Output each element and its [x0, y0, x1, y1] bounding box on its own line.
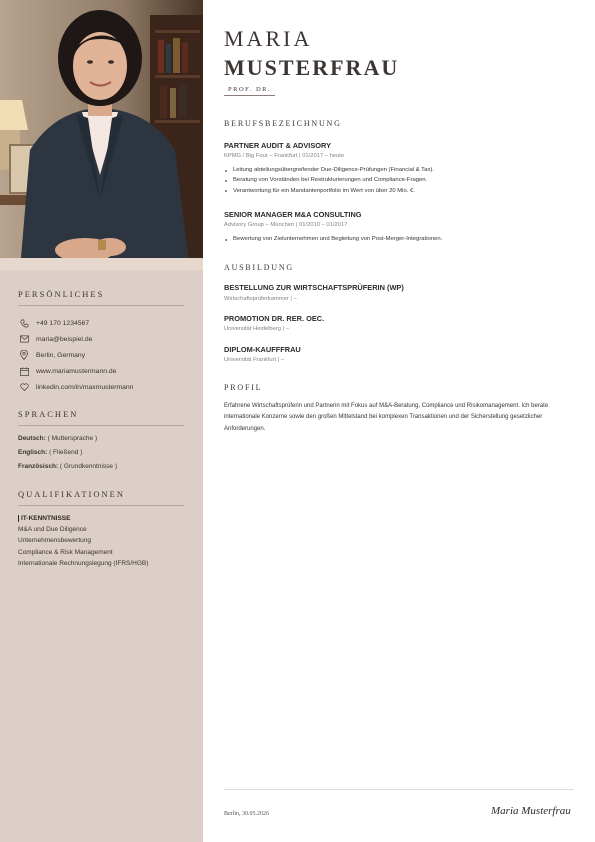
- skill-item: Compliance & Risk Management: [18, 548, 113, 556]
- education-title: PROMOTION DR. RER. OEC.: [224, 314, 325, 323]
- contact-email-text: maria@beispiel.de: [36, 335, 93, 343]
- contact-location: [18, 347, 184, 363]
- contact-location-text: Berlin, Germany: [36, 351, 86, 359]
- job-bullets: [224, 236, 574, 246]
- job-bullet: Bewertung von Zielunternehmen und Begleitung von Post-Merger-Integrationen.: [224, 236, 574, 246]
- contact-linkedin-text: linkedin.com/in/maxmustermann: [36, 383, 134, 391]
- profile-text: Erfahrene Wirtschaftsprüferin und Partnerin mit Fokus auf M&A-Beratung, Compliance und Risikomanagement. Ich berate internationale Konzerne sowie den großen Mittelstand bei komplexen Transaktionen und der Sicherstellung gesetzlicher Anforderungen.: [224, 403, 549, 432]
- education-meta: Universität Frankfurt | –: [224, 357, 285, 363]
- language-level: ( Fließend ): [49, 449, 83, 456]
- job-bullets: [224, 167, 574, 198]
- job-meta: Advisory Group – München | 01/2010 – 01/2017: [224, 222, 348, 228]
- phone-icon: [18, 319, 30, 328]
- qualifications-heading: QUALIFIKATIONEN: [18, 489, 184, 506]
- language-item: [18, 463, 184, 477]
- signature: Maria Musterfrau: [491, 805, 571, 817]
- education-meta: Universität Heidelberg | –: [224, 326, 289, 332]
- academic-title: PROF. DR.: [224, 86, 275, 96]
- contact-linkedin[interactable]: [18, 379, 184, 395]
- footer-date: Berlin, 30.05.2026: [224, 811, 269, 817]
- sidebar: [0, 0, 203, 842]
- job-bullet: Verantwortung für ein Mandantenportfolio im Wert von über 20 Mio. €.: [224, 188, 574, 198]
- mail-icon: [18, 335, 30, 343]
- education-title: DIPLOM-KAUFFFRAU: [224, 345, 301, 354]
- contact-website[interactable]: [18, 363, 184, 379]
- job-title: PARTNER AUDIT & ADVISORY: [224, 141, 332, 150]
- footer-divider: [224, 789, 574, 790]
- language-item: [18, 435, 184, 449]
- skill-item: Internationale Rechnungslegung (IFRS/HGB): [18, 559, 149, 567]
- skill-item: Unternehmensbewertung: [18, 537, 91, 545]
- last-name: MUSTERFRAU: [224, 55, 400, 80]
- location-pin-icon: [18, 350, 30, 360]
- education-meta: Wirtschaftsprüferkammer | –: [224, 296, 297, 302]
- language-name: Deutsch:: [18, 435, 46, 442]
- contact-phone-text: +49 170 1234567: [36, 319, 90, 327]
- profile-photo: [0, 0, 203, 270]
- contact-website-text: www.mariamustermann.de: [36, 367, 117, 375]
- profile-heading: PROFIL: [224, 383, 263, 392]
- education-heading: AUSBILDUNG: [224, 263, 294, 272]
- language-level: ( Muttersprache ): [47, 435, 98, 442]
- education-title: BESTELLUNG ZUR WIRTSCHAFTSPRÜFERIN (WP): [224, 283, 404, 292]
- sidebar-content: [18, 270, 184, 571]
- skill-item: M&A und Due Diligence: [18, 526, 87, 533]
- skills-title: IT-KENNTNISSE: [18, 515, 184, 522]
- contact-email[interactable]: [18, 331, 184, 347]
- first-name: MARIA: [224, 26, 313, 51]
- job-bullet: Leitung abteilungsübergreifender Due-Diligence-Prüfungen (Financial & Tax).: [224, 167, 574, 177]
- language-item: [18, 449, 184, 463]
- job-bullet: Beratung von Vorständen bei Restrukturierungen und Compliance-Fragen.: [224, 177, 574, 187]
- calendar-icon: [18, 367, 30, 376]
- job-heading: BERUFSBEZEICHNUNG: [224, 119, 342, 128]
- heart-icon: [18, 383, 30, 391]
- personal-heading: PERSÖNLICHES: [18, 289, 184, 306]
- language-name: Englisch:: [18, 449, 48, 456]
- languages-heading: SPRACHEN: [18, 409, 184, 426]
- job-title: SENIOR MANAGER M&A CONSULTING: [224, 210, 362, 219]
- contact-phone[interactable]: [18, 315, 184, 331]
- language-name: Französisch:: [18, 463, 59, 470]
- job-meta: KPMG / Big Four – Frankfurt | 01/2017 – heute: [224, 153, 345, 159]
- language-level: ( Grundkenntnisse ): [59, 463, 117, 470]
